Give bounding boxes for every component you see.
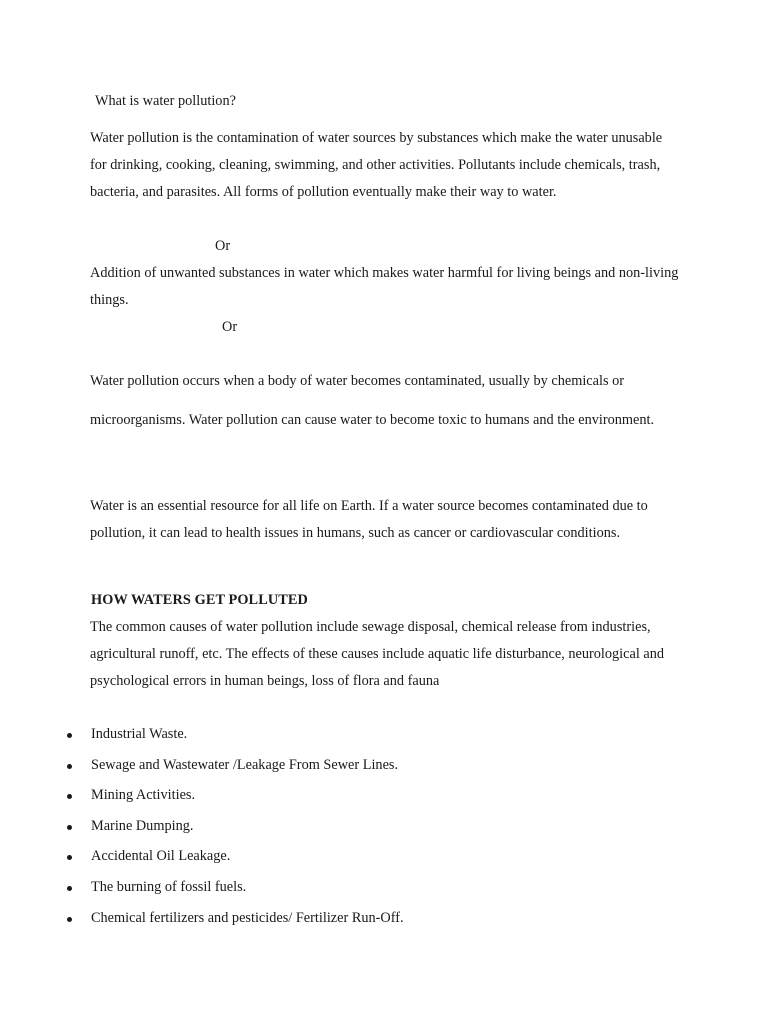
list-item: [0, 874, 768, 905]
definition-paragraph-3: Water pollution occurs when a body of water becomes contaminated, usually by chemicals or microorganisms. Water pollution can cause water to become toxic to humans and the environment.: [90, 373, 655, 428]
causes-intro-paragraph: The common causes of water pollution include sewage disposal, chemical release from industries, agricultural runoff, etc. The effects of these causes include aquatic life disturbance, neurological and psychological errors in human beings, loss of flora and fauna: [90, 619, 665, 689]
definition-paragraph-2: Addition of unwanted substances in water which makes water harmful for living beings and non-living things.: [90, 265, 679, 308]
section-heading: HOW WATERS GET POLLUTED: [91, 592, 308, 608]
bullet-icon: [67, 825, 72, 830]
bullet-icon: [67, 855, 72, 860]
question-title: What is water pollution?: [95, 93, 236, 109]
bullet-icon: [67, 917, 72, 922]
bullet-icon: [67, 794, 72, 799]
bullet-icon: [67, 886, 72, 891]
list-item-text: Sewage and Wastewater /Leakage From Sewer Lines.: [91, 756, 399, 773]
bullet-icon: [67, 764, 72, 769]
list-item-text: The burning of fossil fuels.: [91, 878, 247, 895]
list-item-text: Accidental Oil Leakage.: [91, 848, 231, 865]
list-item: [0, 752, 768, 783]
list-item-text: Chemical fertilizers and pesticides/ Fertilizer Run-Off.: [91, 909, 404, 926]
list-item-text: Industrial Waste.: [91, 726, 188, 742]
list-item: [0, 813, 768, 844]
list-item-text: Marine Dumping.: [91, 817, 194, 834]
bullet-icon: [67, 733, 72, 738]
or-separator-1: Or: [215, 238, 231, 254]
definition-paragraph-1: Water pollution is the contamination of water sources by substances which make the water unusable for drinking, cooking, cleaning, swimming, and other activities. Pollutants include chemicals, trash, bacteria, and parasites. All forms of pollution eventually make their way to water.: [90, 130, 663, 200]
or-separator-2: Or: [222, 319, 238, 335]
list-item: [0, 843, 768, 874]
list-item: [0, 905, 768, 936]
list-item: [0, 721, 768, 752]
list-item: [0, 782, 768, 813]
list-item-text: Mining Activities.: [91, 787, 196, 804]
importance-paragraph: Water is an essential resource for all life on Earth. If a water source becomes contaminated due to pollution, it can lead to health issues in humans, such as cancer or cardiovascular conditions.: [90, 498, 648, 541]
causes-list: [0, 721, 768, 935]
